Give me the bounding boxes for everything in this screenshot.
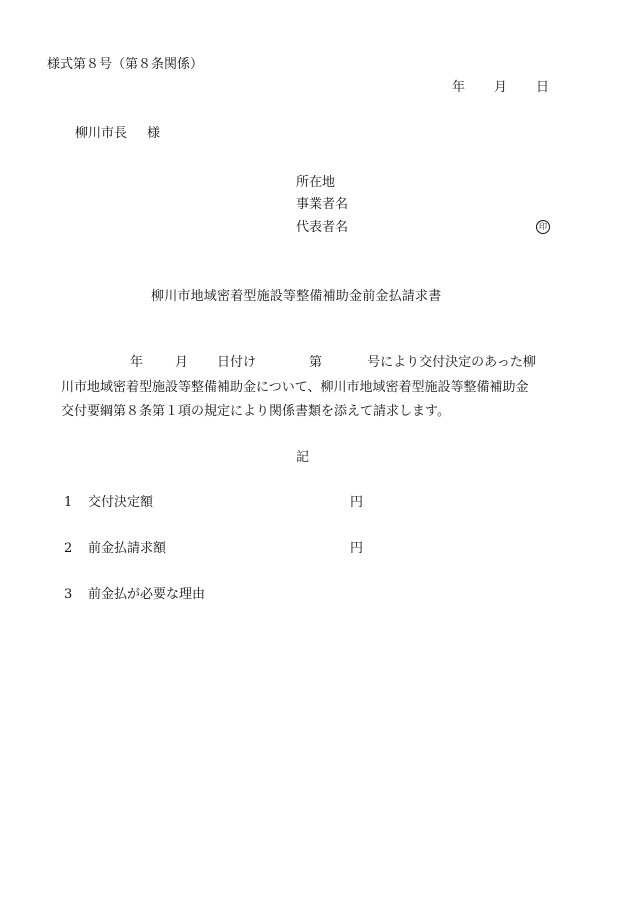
applicant-business-label: 事業者名	[296, 197, 349, 212]
body-dated: 日付け	[217, 355, 257, 370]
addressee	[75, 127, 160, 140]
applicant-representative-label: 代表者名	[296, 220, 349, 235]
item-2-number: 2	[64, 541, 73, 556]
body-year: 年	[130, 355, 144, 370]
notation-ki: 記	[296, 450, 310, 465]
form-number: 様式第８号（第８条関係）	[47, 57, 204, 72]
addressee-honorific: 様	[147, 126, 161, 141]
item-1-unit: 円	[350, 495, 364, 510]
item-1-number: 1	[64, 495, 73, 510]
body-line-2: 川市地域密着型施設等整備補助金について、柳川市地域密着型施設等整備補助金	[61, 380, 529, 395]
body-line1-rest: 号により交付決定のあった柳	[367, 355, 536, 370]
date-day: 日	[536, 80, 550, 95]
body-line-3: 交付要綱第８条第１項の規定により関係書類を添えて請求します。	[61, 404, 450, 419]
body-month: 月	[175, 355, 189, 370]
item-3-number: 3	[64, 587, 73, 602]
date-month: 月	[494, 80, 508, 95]
item-2-label: 前金払請求額	[88, 541, 167, 556]
body-number-prefix: 第	[309, 355, 323, 370]
date-year: 年	[452, 80, 466, 95]
item-1-label: 交付決定額	[88, 495, 154, 510]
applicant-location-label: 所在地	[296, 175, 336, 190]
seal-icon: 印	[536, 220, 550, 234]
document-title: 柳川市地域密着型施設等整備補助金前金払請求書	[151, 289, 442, 304]
date-line	[452, 81, 549, 94]
addressee-name: 柳川市長	[75, 126, 128, 141]
body-line-1	[130, 356, 536, 369]
item-3-label: 前金払が必要な理由	[88, 587, 206, 602]
item-2-unit: 円	[350, 541, 364, 556]
